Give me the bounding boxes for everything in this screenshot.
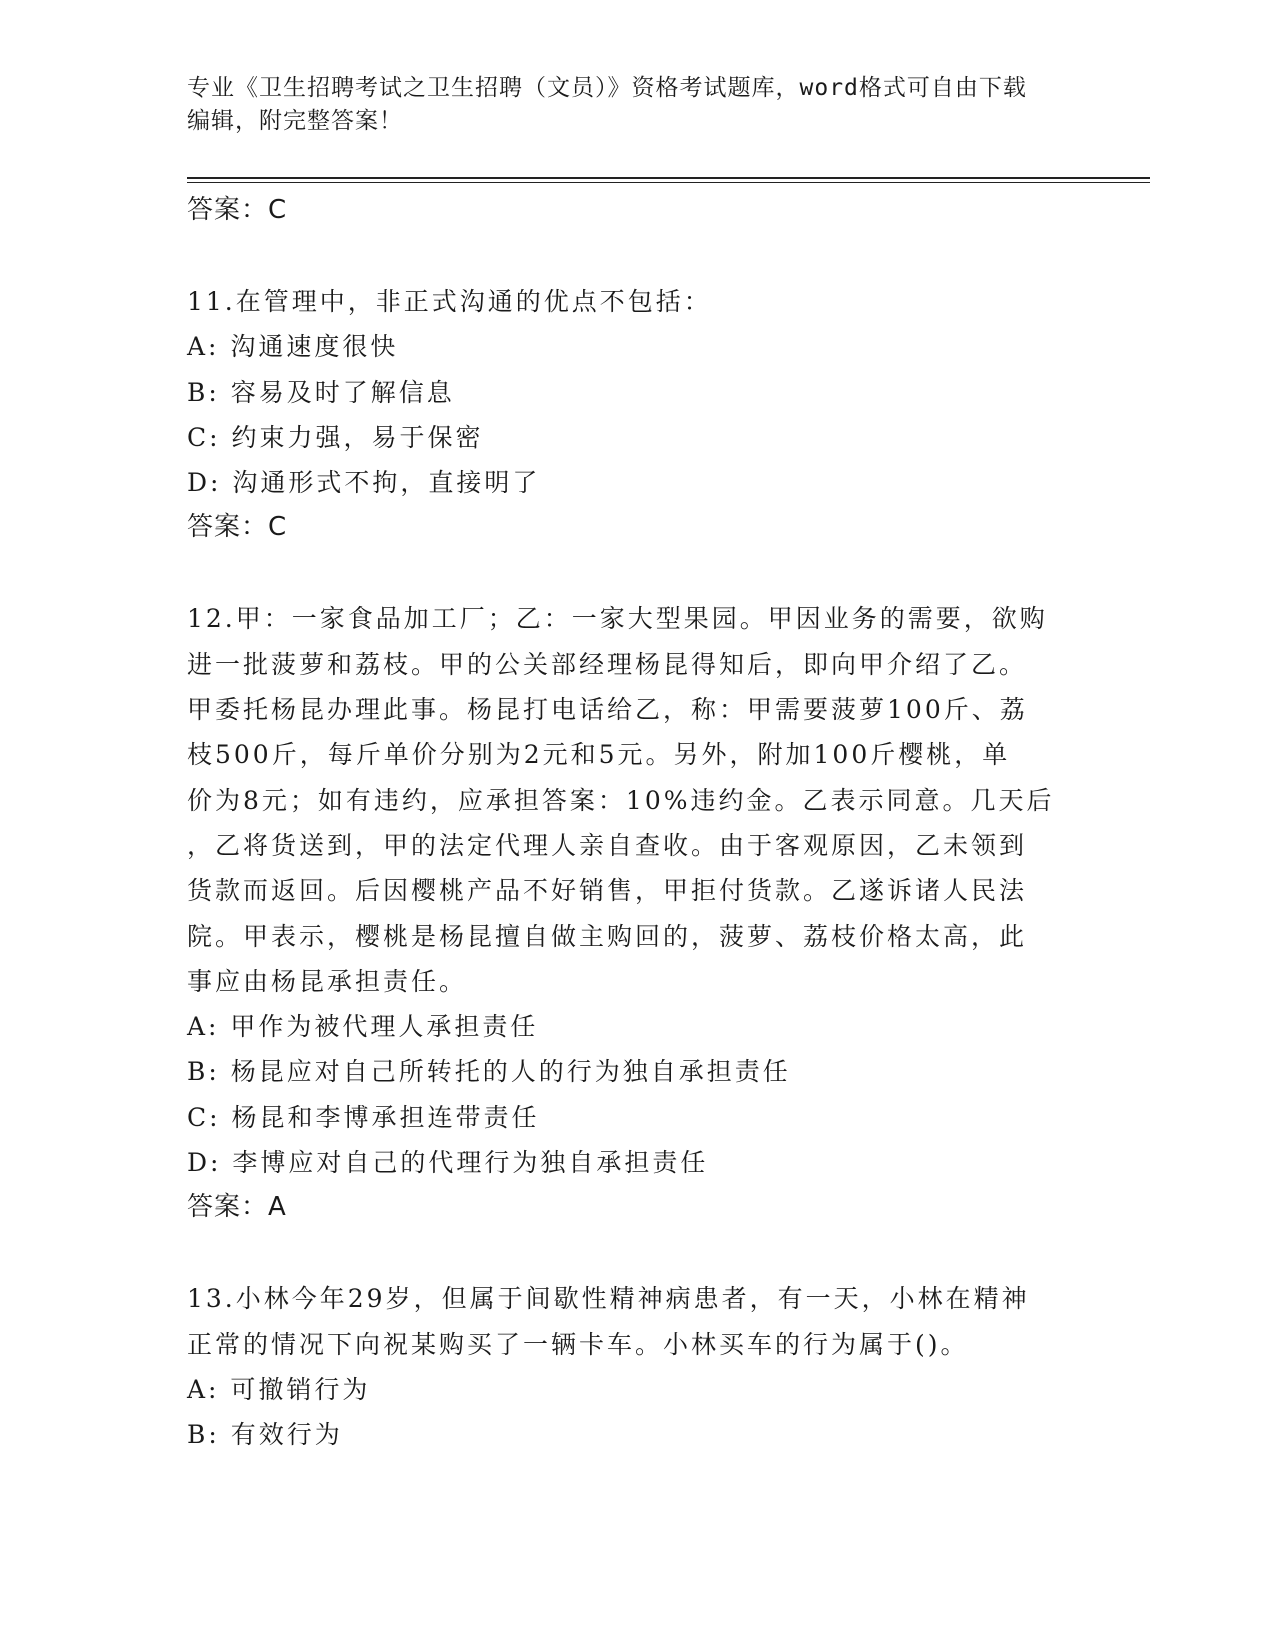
question-13 (187, 1276, 1087, 1457)
stem-line: 价为8元；如有违约，应承担答案：10%违约金。乙表示同意。几天后 (187, 785, 1055, 815)
stem-line: 正常的情况下向祝某购买了一辆卡车。小林买车的行为属于()。 (187, 1329, 969, 1359)
stem-line: 13.小林今年29岁，但属于间歇性精神病患者，有一天，小林在精神 (187, 1284, 1030, 1314)
header-line-1: 专业《卫生招聘考试之卫生招聘（文员）》资格考试题库，word格式可自由下载 (187, 75, 1027, 101)
answer-label: 答案：C (187, 512, 288, 543)
stem-line: 进一批菠萝和荔枝。甲的公关部经理杨昆得知后，即向甲介绍了乙。 (187, 649, 1028, 679)
option-a: A: 甲作为被代理人承担责任 (187, 1012, 539, 1042)
question-list (187, 188, 1087, 1458)
question-11 (187, 279, 1087, 550)
stem-line: 货款而返回。后因樱桃产品不好销售，甲拒付货款。乙遂诉诸人民法 (187, 876, 1028, 906)
stem-line: 11.在管理中，非正式沟通的优点不包括： (187, 287, 712, 316)
option-b: B: 有效行为 (187, 1420, 343, 1450)
stem-line: ，乙将货送到，甲的法定代理人亲自查收。由于客观原因，乙未领到 (187, 830, 1028, 860)
option-a: A: 沟通速度很快 (187, 332, 399, 362)
header-rule-thin (187, 182, 1150, 183)
document-header (187, 72, 1087, 138)
option-b: B: 杨昆应对自己所转托的人的行为独自承担责任 (187, 1057, 791, 1087)
option-b: B: 容易及时了解信息 (187, 377, 455, 407)
question-stem (187, 279, 1087, 324)
question-stem (187, 1276, 1087, 1367)
option-d: D: 李博应对自己的代理行为独自承担责任 (187, 1148, 709, 1178)
option-d: D: 沟通形式不拘，直接明了 (187, 468, 541, 498)
question-stem (187, 596, 1087, 1004)
stem-line: 12.甲：一家食品加工厂；乙：一家大型果园。甲因业务的需要，欲购 (187, 604, 1048, 634)
previous-answer: 答案：C (187, 195, 288, 225)
answer-label: 答案：A (187, 1192, 287, 1223)
header-rule-thick (187, 177, 1150, 179)
option-c: C: 杨昆和李博承担连带责任 (187, 1102, 540, 1132)
stem-line: 枝500斤，每斤单价分别为2元和5元。另外，附加100斤樱桃，单 (187, 740, 1011, 770)
option-c: C: 约束力强，易于保密 (187, 422, 484, 452)
question-12 (187, 596, 1087, 1230)
option-a: A: 可撤销行为 (187, 1374, 371, 1404)
stem-line: 甲委托杨昆办理此事。杨昆打电话给乙，称：甲需要菠萝100斤、荔 (187, 695, 1028, 725)
stem-line: 院。甲表示，樱桃是杨昆擅自做主购回的，菠萝、荔枝价格太高，此 (187, 921, 1028, 951)
stem-line: 事应由杨昆承担责任。 (187, 966, 468, 996)
header-line-2: 编辑，附完整答案！ (187, 108, 403, 134)
